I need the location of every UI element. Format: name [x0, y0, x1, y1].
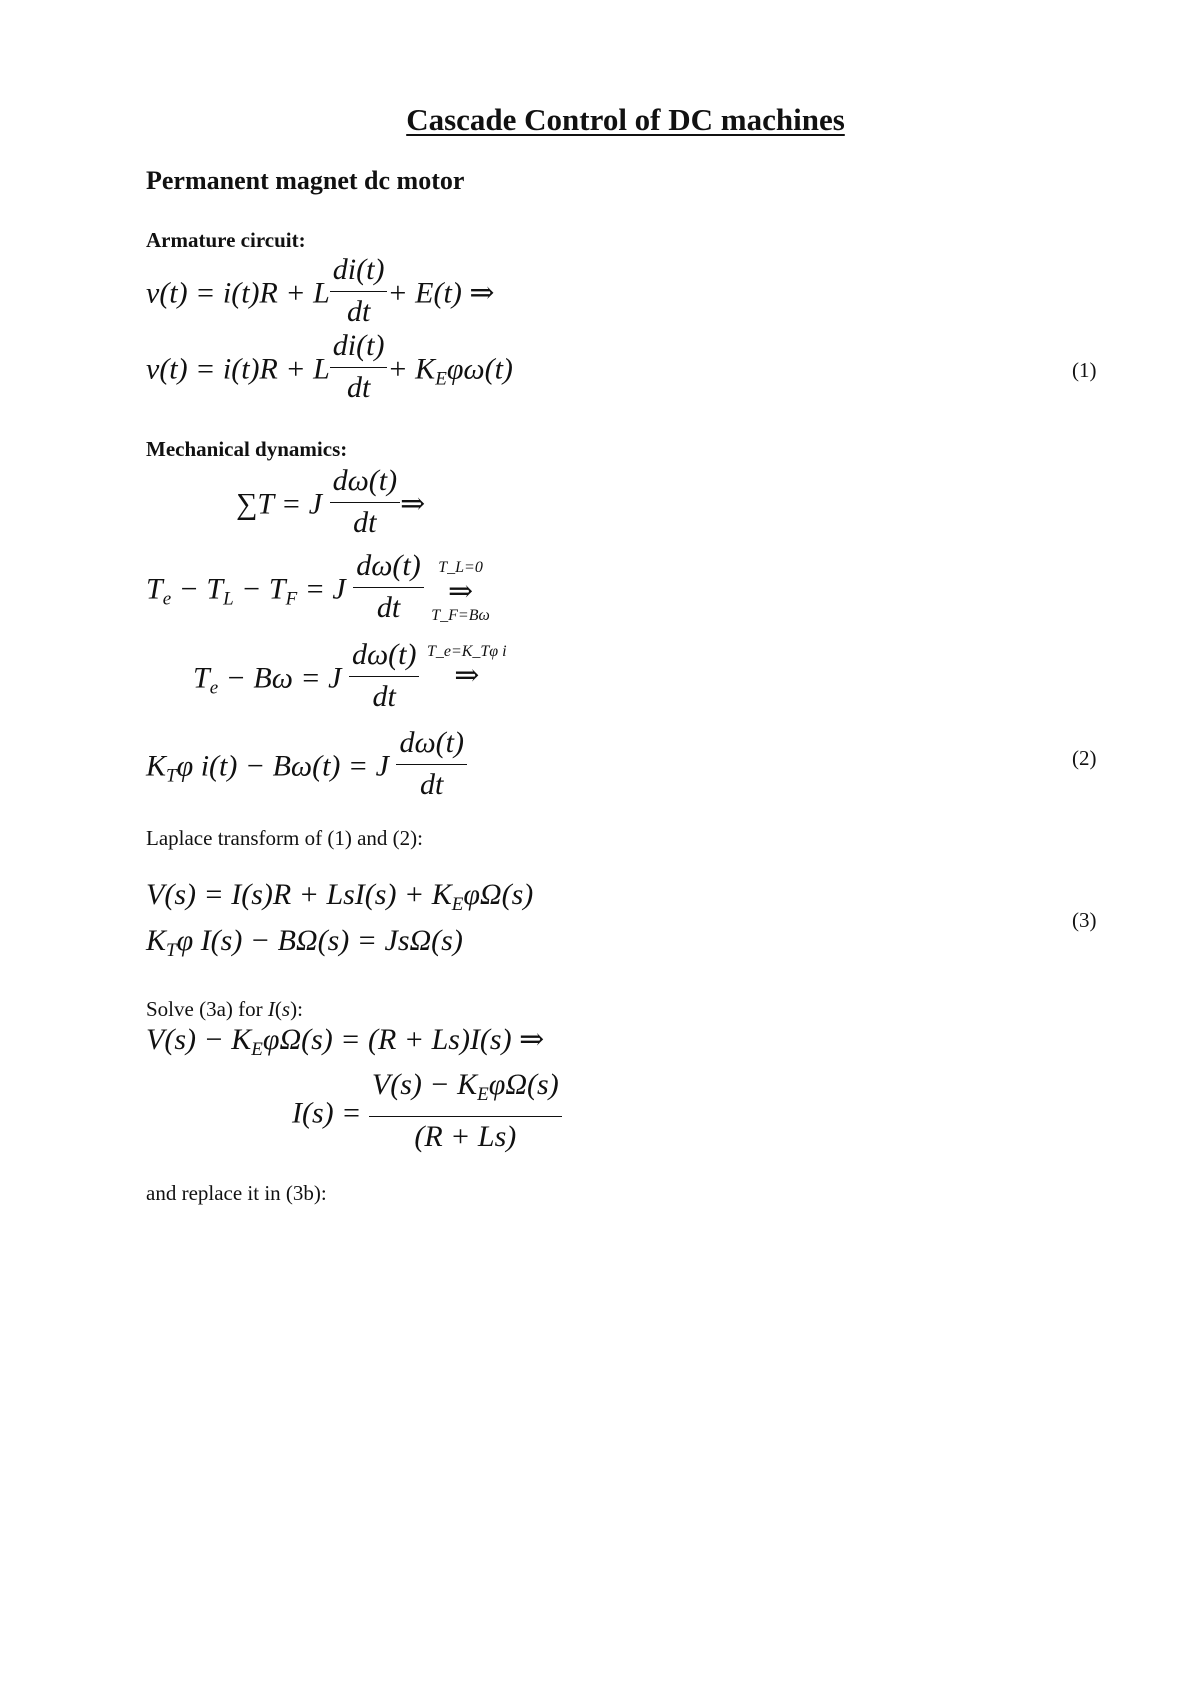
fraction: $\frac{d\omega(t)}{dt}$ — [349, 636, 420, 717]
fraction: $\frac{d\omega(t)}{dt}$ — [330, 462, 401, 543]
section-heading: Permanent magnet dc motor — [146, 166, 465, 195]
conditional-arrow: T_e=K_Tφ i ⇒ — [426, 642, 507, 692]
fraction: $\frac{di(t)}{dt}$ — [330, 327, 388, 408]
equation-number-1: (1) — [1072, 358, 1097, 382]
laplace-equation-a: $V(s) = I(s)R + LsI(s) + K_E\varphi\Omega(s)$ — [146, 878, 534, 915]
equation-number-2: (2) — [1072, 746, 1097, 770]
fraction: $\frac{d\omega(t)}{dt}$ — [353, 547, 424, 628]
equation-number-3: (3) — [1072, 908, 1097, 932]
mechanical-equation-4: $K_T\varphi$ i(t) − Bω(t) = J $\frac{d\omega(t)}{dt}$ — [146, 728, 467, 809]
conditional-arrow: T_L=0 ⇒ T_F=Bω — [431, 558, 490, 624]
solve-text: Solve (3a) for I(s): — [146, 997, 303, 1021]
mechanical-equation-1: ∑T = J $\frac{d\omega(t)}{dt}$ ⇒ — [236, 466, 425, 547]
fraction: $\frac{di(t)}{dt}$ — [330, 251, 388, 332]
armature-heading: Armature circuit: — [146, 228, 306, 252]
solve-equation-1: $V(s) - K_E\varphi\Omega(s) = (R + Ls)I(s)$ ⇒ — [146, 1023, 545, 1060]
closing-text: and replace it in (3b): — [146, 1181, 327, 1205]
armature-equation-2: v(t) = i(t)R + L $\frac{di(t)}{dt}$ + $K_E\varphi\omega(t)$ — [146, 331, 513, 412]
solve-equation-2: I(s) = $\frac{V(s) - K_E\varphi\Omega(s)}{(R + Ls)}$ — [292, 1070, 562, 1161]
armature-equation-1: v(t) = i(t)R + L $\frac{di(t)}{dt}$ + E(t) ⇒ — [146, 255, 494, 336]
page-title: Cascade Control of DC machines — [406, 102, 845, 137]
mechanical-heading: Mechanical dynamics: — [146, 437, 348, 461]
laplace-text: Laplace transform of (1) and (2): — [146, 826, 423, 850]
fraction: $\frac{V(s) - K_E\varphi\Omega(s)}{(R + Ls)}$ — [369, 1066, 562, 1157]
laplace-equation-b: $K_T\varphi$ I(s) − BΩ(s) = JsΩ(s) — [146, 924, 463, 961]
mechanical-equation-3: $T_e - B\omega = J$ $\frac{d\omega(t)}{dt}$ T_e=K_Tφ i ⇒ — [193, 640, 507, 721]
fraction: $\frac{d\omega(t)}{dt}$ — [396, 724, 467, 805]
mechanical-equation-2: $T_e - T_L - T_F = J$ $\frac{d\omega(t)}{dt}$ T_L=0 ⇒ T_F=Bω — [146, 551, 490, 632]
